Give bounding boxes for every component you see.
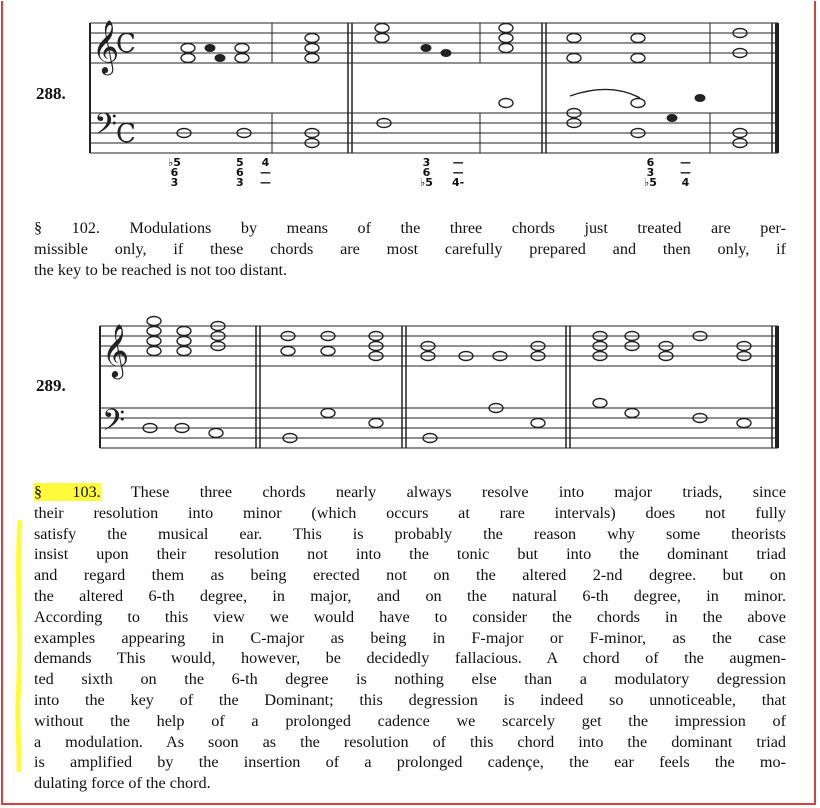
svg-text:𝄢: 𝄢	[94, 108, 118, 148]
text-line: without the help of a prolonged cadence we scarcely get the impression of	[34, 711, 786, 730]
text-line: the key to be reached is not too distant.	[34, 260, 288, 279]
section-103-highlight: § 103.	[34, 483, 101, 501]
example-number-288: 288.	[36, 84, 66, 103]
svg-text:𝄞: 𝄞	[92, 21, 120, 72]
text-line: the altered 6-th degree, in major, and on the natural 6-th degree, in minor.	[34, 586, 786, 605]
text-line: demands This would, however, be decidedly fallacious. A chord of the augmen-	[34, 649, 786, 668]
figured-bass-col: 5 6 3	[236, 156, 244, 189]
highlighter-stroke	[14, 520, 24, 772]
text-line: satisfy the musical ear. This is probably the reason why some theorists	[34, 524, 786, 543]
svg-text:𝄢: 𝄢	[102, 404, 126, 444]
svg-text:𝄞: 𝄞	[102, 325, 130, 376]
text-line: insist upon their resolution not into the tonic but into the dominant triad	[34, 545, 786, 564]
text-line: examples appearing in C-major as being in F-major or F-minor, as the case	[34, 628, 786, 647]
figured-bass-col: 4 — —	[260, 156, 271, 189]
text-line: § 102. Modulations by means of the three chords just treated are per-	[34, 219, 786, 237]
section-103-paragraph	[34, 482, 786, 794]
text-line: According to this view we would have to consider the chords in the above	[34, 607, 786, 626]
text-line: into the key of the Dominant; this degression is indeed so unnoticeable, that	[34, 690, 786, 709]
figured-bass-col: 6 3 ♭5	[644, 156, 657, 189]
section-102-paragraph	[34, 218, 786, 280]
text-line: dulating force of the chord.	[34, 774, 211, 793]
figured-bass-col: — — 4-	[452, 156, 465, 189]
svg-text:C: C	[116, 29, 136, 59]
example-number-289: 289.	[36, 376, 66, 395]
text-line: their resolution into minor (which occurs at rare intervals) does not fully	[34, 503, 786, 522]
text-line: a modulation. As soon as the resolution of this chord into the dominant triad	[34, 732, 786, 751]
text-line: missible only, if these chords are most carefully prepared and then only, if	[34, 239, 786, 258]
text-line: and regard them as being erected not on the altered 2-nd degree. but on	[34, 566, 786, 585]
figured-bass-col: — — 4	[680, 156, 691, 189]
figured-bass-col: ♭5 6 3	[168, 156, 181, 189]
figured-bass-col: 3 6 ♭5	[420, 156, 433, 189]
text-line: § 103. These three chords nearly always resolve into major triads, since	[34, 483, 787, 501]
text-line: ted sixth on the 6-th degree is nothing else than a modulatory degression	[34, 670, 786, 689]
svg-text:C: C	[116, 119, 136, 149]
text-line: is amplified by the insertion of a prolonged cadençe, the ear feels the mo-	[34, 753, 786, 772]
music-example-289	[80, 300, 780, 460]
